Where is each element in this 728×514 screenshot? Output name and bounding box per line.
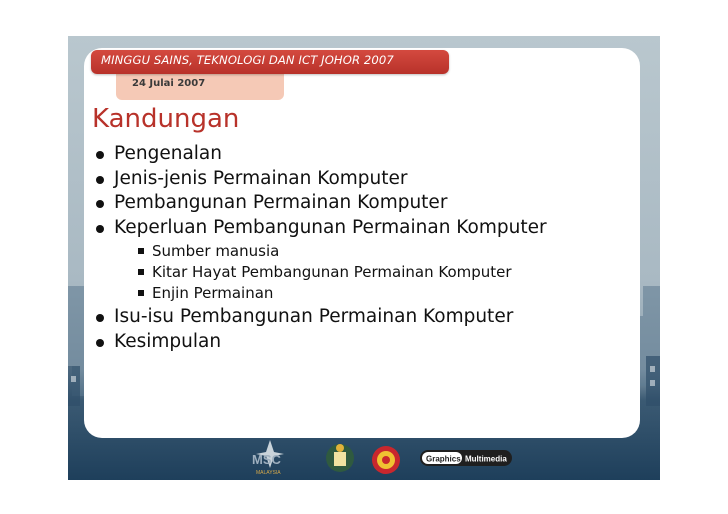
bullet-text: Keperluan Pembangunan Permainan Komputer: [114, 216, 547, 238]
bullet-text: Isu-isu Pembangunan Permainan Komputer: [114, 306, 514, 327]
event-title: MINGGU SAINS, TEKNOLOGI DAN ICT JOHOR 2007: [101, 53, 394, 67]
bullet-text: Pembangunan Permainan Komputer: [114, 192, 448, 213]
bullet-text: Jenis-jenis Permainan Komputer: [114, 167, 408, 189]
graphics-multimedia-logo-icon: [420, 450, 512, 466]
bullet-text: Pengenalan: [114, 143, 222, 164]
bullet-item: [94, 216, 547, 305]
bullet-item: [94, 191, 547, 216]
emblem-icon: [372, 446, 400, 474]
event-date: 24 Julai 2007: [132, 78, 206, 89]
svg-text:MALAYSIA: MALAYSIA: [256, 470, 281, 476]
bullet-square-icon: [138, 248, 144, 254]
sub-bullet-text: Sumber manusia: [152, 242, 280, 260]
bullet-item: [94, 330, 547, 355]
bullet-dot-icon: [96, 200, 104, 208]
sponsor-logos: [248, 436, 548, 480]
sub-bullet-item: [114, 283, 547, 304]
sub-bullet-list: [114, 241, 547, 304]
presentation-slide: [68, 36, 660, 480]
svg-text:Multimedia: Multimedia: [465, 454, 507, 464]
bullet-item: [94, 142, 547, 167]
sub-bullet-item: [114, 262, 547, 283]
sub-bullet-item: [114, 241, 547, 262]
bullet-dot-icon: [96, 225, 104, 233]
bullet-dot-icon: [96, 176, 104, 184]
bullet-list: [94, 142, 547, 354]
bullet-dot-icon: [96, 339, 104, 347]
msc-logo-icon: [252, 440, 284, 476]
sub-bullet-text: Kitar Hayat Pembangunan Permainan Komputer: [152, 263, 512, 281]
bullet-square-icon: [138, 269, 144, 275]
johor-crest-icon: [326, 444, 354, 472]
bullet-dot-icon: [96, 314, 104, 322]
bullet-square-icon: [138, 290, 144, 296]
sub-bullet-text: Enjin Permainan: [152, 284, 274, 302]
bullet-item: [94, 167, 547, 192]
svg-text:MSC: MSC: [252, 452, 281, 467]
slide-title: Kandungan: [92, 104, 240, 134]
bullet-text: Kesimpulan: [114, 330, 222, 352]
bullet-item: [94, 305, 547, 330]
svg-text:Graphics: Graphics: [426, 454, 461, 464]
bullet-dot-icon: [96, 151, 104, 159]
